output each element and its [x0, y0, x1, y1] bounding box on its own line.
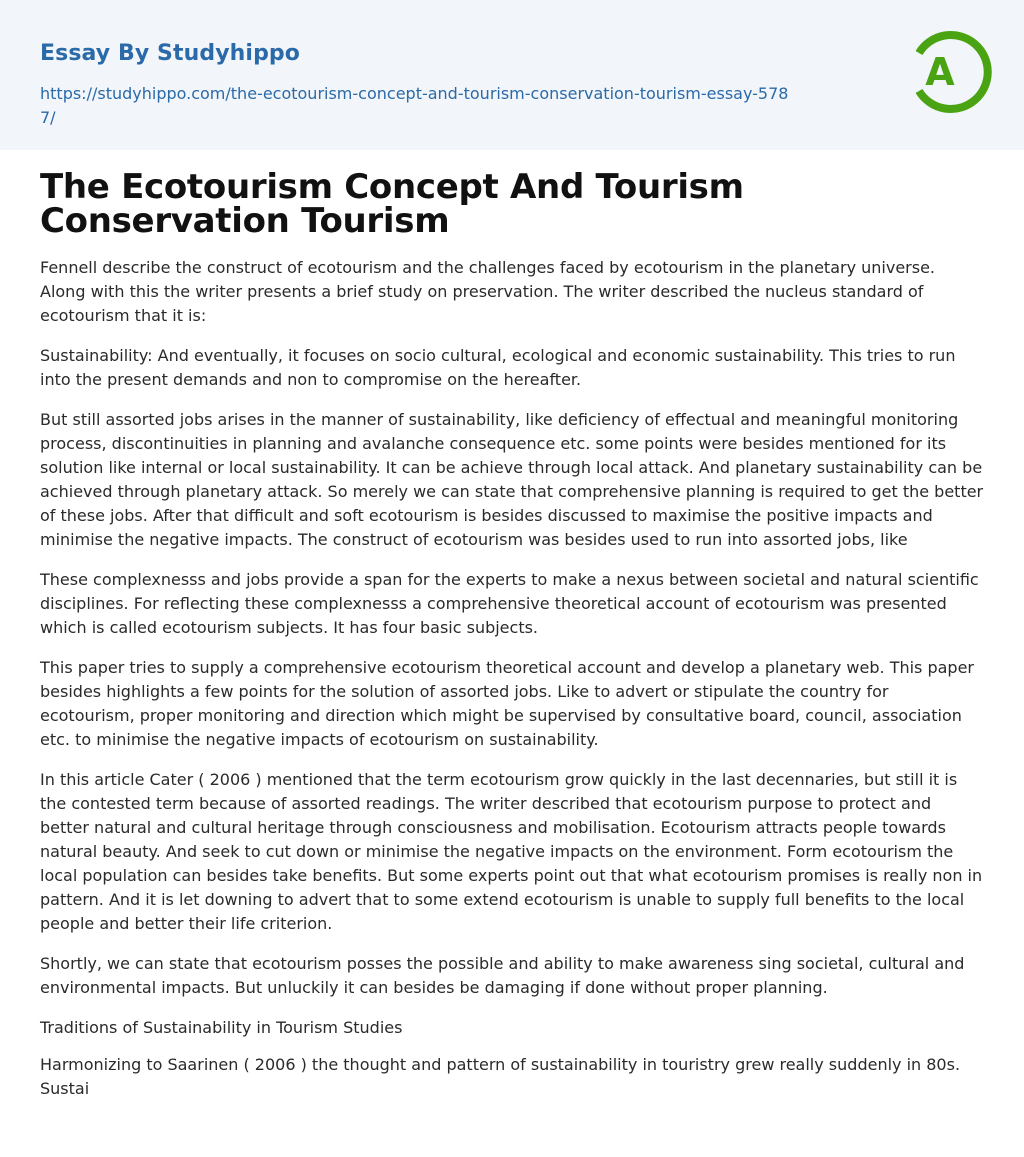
- logo-letter: A: [925, 50, 955, 94]
- article-title: The Ecotourism Concept And Tourism Conservation Tourism: [40, 167, 744, 241]
- paragraph-1: Fennell describe the construct of ecotourism and the challenges faced by ecotourism in the planetary universe. Along with this the writer presents a brief study on preservation. The writer described the nucleus standard of ecotourism that it is:: [40, 258, 936, 325]
- paragraph-7: Shortly, we can state that ecotourism posses the possible and ability to make awareness sing societal, cultural and environmental impacts. But unluckily it can besides be damaging if done without proper planning.: [40, 954, 965, 997]
- paragraph-2: Sustainability: And eventually, it focuses on socio cultural, ecological and economic sustainability. This tries to run into the present demands and non to compromise on the hereafter.: [40, 346, 956, 389]
- article-body: [40, 167, 985, 1117]
- site-header: [0, 0, 1024, 150]
- paragraph-6: In this article Cater ( 2006 ) mentioned that the term ecotourism grow quickly in the last decennaries, but still it is the contested term because of assorted readings. The writer described that ecotourism purpose to protect and better natural and cultural heritage through consciousness and mobilisation. Ecotourism attracts people towards natural beauty. And seek to cut down or minimise the negative impacts on the environment. Form ecotourism the local population can besides take benefits. But some experts point out that what ecotourism promises is really non in pattern. And it is let downing to advert that to some extend ecotourism is unable to supply full benefits to the local people and better their life criterion.: [40, 770, 983, 933]
- site-brand[interactable]: Essay By Studyhippo: [40, 41, 300, 66]
- paragraph-4: These complexnesss and jobs provide a span for the experts to make a nexus between societal and natural scientific disciplines. For reflecting these complexnesss a comprehensive theoretical account of ecotourism was presented which is called ecotourism subjects. It has four basic subjects.: [40, 570, 979, 637]
- paragraph-5: This paper tries to supply a comprehensive ecotourism theoretical account and develop a planetary web. This paper besides highlights a few points for the solution of assorted jobs. Like to advert or stipulate the country for ecotourism, proper monitoring and direction which might be supervised by consultative board, council, association etc. to minimise the negative impacts of ecotourism on sustainability.: [40, 658, 975, 749]
- studyhippo-logo-icon[interactable]: [908, 28, 992, 116]
- paragraph-3: But still assorted jobs arises in the manner of sustainability, like deficiency of effectual and meaningful monitoring process, discontinuities in planning and avalanche consequence etc. some points were besides mentioned for its solution like internal or local sustainability. It can be achieve through local attack. And planetary sustainability can be achieved through planetary attack. So merely we can state that comprehensive planning is required to get the better of these jobs. After that difficult and soft ecotourism is besides discussed to maximise the positive impacts and minimise the negative impacts. The construct of ecotourism was besides used to run into assorted jobs, like: [40, 410, 984, 549]
- section-subheading: Traditions of Sustainability in Tourism Studies: [40, 1018, 403, 1037]
- essay-url[interactable]: https://studyhippo.com/the-ecotourism-concept-and-tourism-conservation-tourism-essay-5787/: [40, 84, 789, 127]
- paragraph-truncated: Harmonizing to Saarinen ( 2006 ) the thought and pattern of sustainability in touristry grew really suddenly in 80s. Sustai: [40, 1055, 961, 1098]
